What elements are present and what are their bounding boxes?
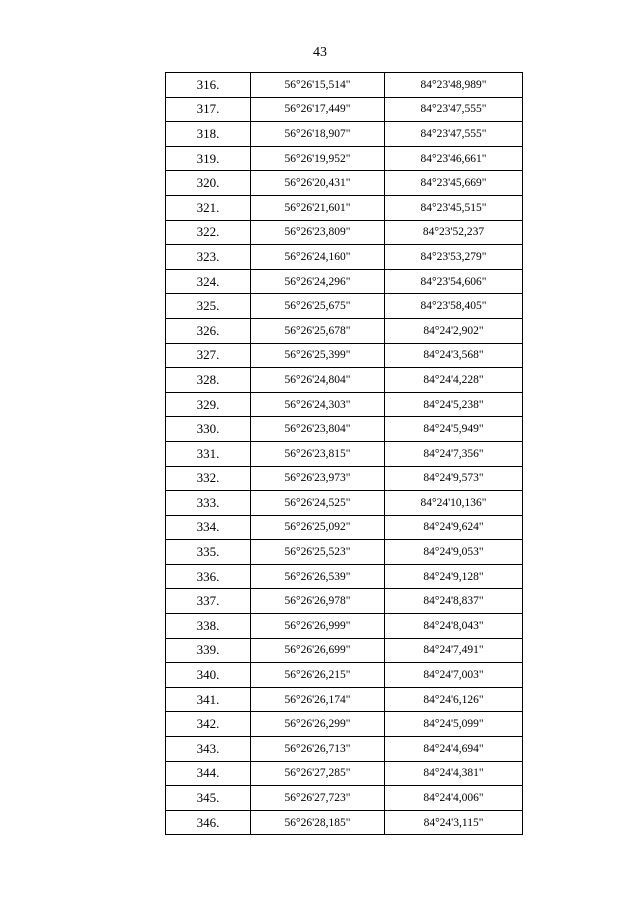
point-number-cell: 317. — [166, 97, 251, 122]
point-number-cell: 324. — [166, 269, 251, 294]
latitude-cell: 56°26'19,952" — [251, 146, 385, 171]
table-row — [166, 737, 523, 762]
longitude-cell: 84°24'10,136" — [385, 491, 523, 516]
latitude-cell: 56°26'23,804" — [251, 417, 385, 442]
table-row — [166, 146, 523, 171]
table-row — [166, 786, 523, 811]
longitude-cell: 84°24'4,006" — [385, 786, 523, 811]
table-row — [166, 343, 523, 368]
table-row — [166, 97, 523, 122]
latitude-cell: 56°26'28,185" — [251, 810, 385, 835]
latitude-cell: 56°26'27,285" — [251, 761, 385, 786]
point-number-cell: 316. — [166, 73, 251, 98]
table-row — [166, 417, 523, 442]
latitude-cell: 56°26'26,215" — [251, 663, 385, 688]
point-number-cell: 320. — [166, 171, 251, 196]
coordinates-table-body — [166, 73, 523, 835]
longitude-cell: 84°24'3,568" — [385, 343, 523, 368]
latitude-cell: 56°26'27,723" — [251, 786, 385, 811]
latitude-cell: 56°26'17,449" — [251, 97, 385, 122]
longitude-cell: 84°24'8,043" — [385, 614, 523, 639]
longitude-cell: 84°24'7,003" — [385, 663, 523, 688]
point-number-cell: 343. — [166, 737, 251, 762]
point-number-cell: 333. — [166, 491, 251, 516]
table-row — [166, 122, 523, 147]
table-row — [166, 491, 523, 516]
latitude-cell: 56°26'25,523" — [251, 540, 385, 565]
point-number-cell: 330. — [166, 417, 251, 442]
latitude-cell: 56°26'25,675" — [251, 294, 385, 319]
latitude-cell: 56°26'15,514" — [251, 73, 385, 98]
table-row — [166, 614, 523, 639]
point-number-cell: 327. — [166, 343, 251, 368]
longitude-cell: 84°23'47,555" — [385, 122, 523, 147]
latitude-cell: 56°26'24,804" — [251, 368, 385, 393]
table-row — [166, 663, 523, 688]
longitude-cell: 84°24'5,238" — [385, 392, 523, 417]
point-number-cell: 328. — [166, 368, 251, 393]
point-number-cell: 325. — [166, 294, 251, 319]
point-number-cell: 338. — [166, 614, 251, 639]
latitude-cell: 56°26'25,399" — [251, 343, 385, 368]
latitude-cell: 56°26'26,699" — [251, 638, 385, 663]
longitude-cell: 84°23'46,661" — [385, 146, 523, 171]
table-row — [166, 195, 523, 220]
point-number-cell: 341. — [166, 687, 251, 712]
latitude-cell: 56°26'18,907" — [251, 122, 385, 147]
point-number-cell: 340. — [166, 663, 251, 688]
latitude-cell: 56°26'23,815" — [251, 441, 385, 466]
longitude-cell: 84°23'58,405" — [385, 294, 523, 319]
latitude-cell: 56°26'24,160" — [251, 245, 385, 270]
latitude-cell: 56°26'26,978" — [251, 589, 385, 614]
point-number-cell: 326. — [166, 318, 251, 343]
latitude-cell: 56°26'25,092" — [251, 515, 385, 540]
table-row — [166, 318, 523, 343]
longitude-cell: 84°24'8,837" — [385, 589, 523, 614]
table-row — [166, 220, 523, 245]
point-number-cell: 321. — [166, 195, 251, 220]
table-row — [166, 392, 523, 417]
longitude-cell: 84°24'7,491" — [385, 638, 523, 663]
longitude-cell: 84°24'4,228" — [385, 368, 523, 393]
table-row — [166, 171, 523, 196]
longitude-cell: 84°24'3,115" — [385, 810, 523, 835]
table-row — [166, 638, 523, 663]
longitude-cell: 84°23'45,669" — [385, 171, 523, 196]
table-row — [166, 294, 523, 319]
table-row — [166, 466, 523, 491]
latitude-cell: 56°26'20,431" — [251, 171, 385, 196]
latitude-cell: 56°26'23,973" — [251, 466, 385, 491]
point-number-cell: 329. — [166, 392, 251, 417]
longitude-cell: 84°23'47,555" — [385, 97, 523, 122]
point-number-cell: 342. — [166, 712, 251, 737]
longitude-cell: 84°24'5,949" — [385, 417, 523, 442]
table-row — [166, 368, 523, 393]
latitude-cell: 56°26'26,713" — [251, 737, 385, 762]
longitude-cell: 84°24'7,356" — [385, 441, 523, 466]
table-row — [166, 564, 523, 589]
point-number-cell: 318. — [166, 122, 251, 147]
longitude-cell: 84°24'9,053" — [385, 540, 523, 565]
page-number: 43 — [313, 45, 327, 60]
latitude-cell: 56°26'24,303" — [251, 392, 385, 417]
latitude-cell: 56°26'25,678" — [251, 318, 385, 343]
point-number-cell: 345. — [166, 786, 251, 811]
longitude-cell: 84°24'2,902" — [385, 318, 523, 343]
point-number-cell: 323. — [166, 245, 251, 270]
latitude-cell: 56°26'26,539" — [251, 564, 385, 589]
table-row — [166, 712, 523, 737]
longitude-cell: 84°23'54,606" — [385, 269, 523, 294]
longitude-cell: 84°24'9,624" — [385, 515, 523, 540]
latitude-cell: 56°26'21,601" — [251, 195, 385, 220]
longitude-cell: 84°23'48,989" — [385, 73, 523, 98]
table-row — [166, 761, 523, 786]
point-number-cell: 335. — [166, 540, 251, 565]
point-number-cell: 332. — [166, 466, 251, 491]
table-row — [166, 441, 523, 466]
table-row — [166, 73, 523, 98]
table-row — [166, 515, 523, 540]
table-row — [166, 540, 523, 565]
table-row — [166, 810, 523, 835]
longitude-cell: 84°24'9,128" — [385, 564, 523, 589]
point-number-cell: 336. — [166, 564, 251, 589]
latitude-cell: 56°26'26,174" — [251, 687, 385, 712]
longitude-cell: 84°23'52,237 — [385, 220, 523, 245]
longitude-cell: 84°24'4,694" — [385, 737, 523, 762]
longitude-cell: 84°24'4,381" — [385, 761, 523, 786]
point-number-cell: 346. — [166, 810, 251, 835]
point-number-cell: 331. — [166, 441, 251, 466]
table-row — [166, 245, 523, 270]
latitude-cell: 56°26'26,999" — [251, 614, 385, 639]
latitude-cell: 56°26'24,525" — [251, 491, 385, 516]
table-row — [166, 589, 523, 614]
point-number-cell: 339. — [166, 638, 251, 663]
latitude-cell: 56°26'23,809" — [251, 220, 385, 245]
point-number-cell: 319. — [166, 146, 251, 171]
coordinates-table — [165, 72, 523, 835]
longitude-cell: 84°23'53,279" — [385, 245, 523, 270]
table-row — [166, 269, 523, 294]
longitude-cell: 84°23'45,515" — [385, 195, 523, 220]
longitude-cell: 84°24'6,126" — [385, 687, 523, 712]
table-row — [166, 687, 523, 712]
point-number-cell: 337. — [166, 589, 251, 614]
point-number-cell: 334. — [166, 515, 251, 540]
longitude-cell: 84°24'9,573" — [385, 466, 523, 491]
latitude-cell: 56°26'24,296" — [251, 269, 385, 294]
point-number-cell: 322. — [166, 220, 251, 245]
point-number-cell: 344. — [166, 761, 251, 786]
longitude-cell: 84°24'5,099" — [385, 712, 523, 737]
latitude-cell: 56°26'26,299" — [251, 712, 385, 737]
